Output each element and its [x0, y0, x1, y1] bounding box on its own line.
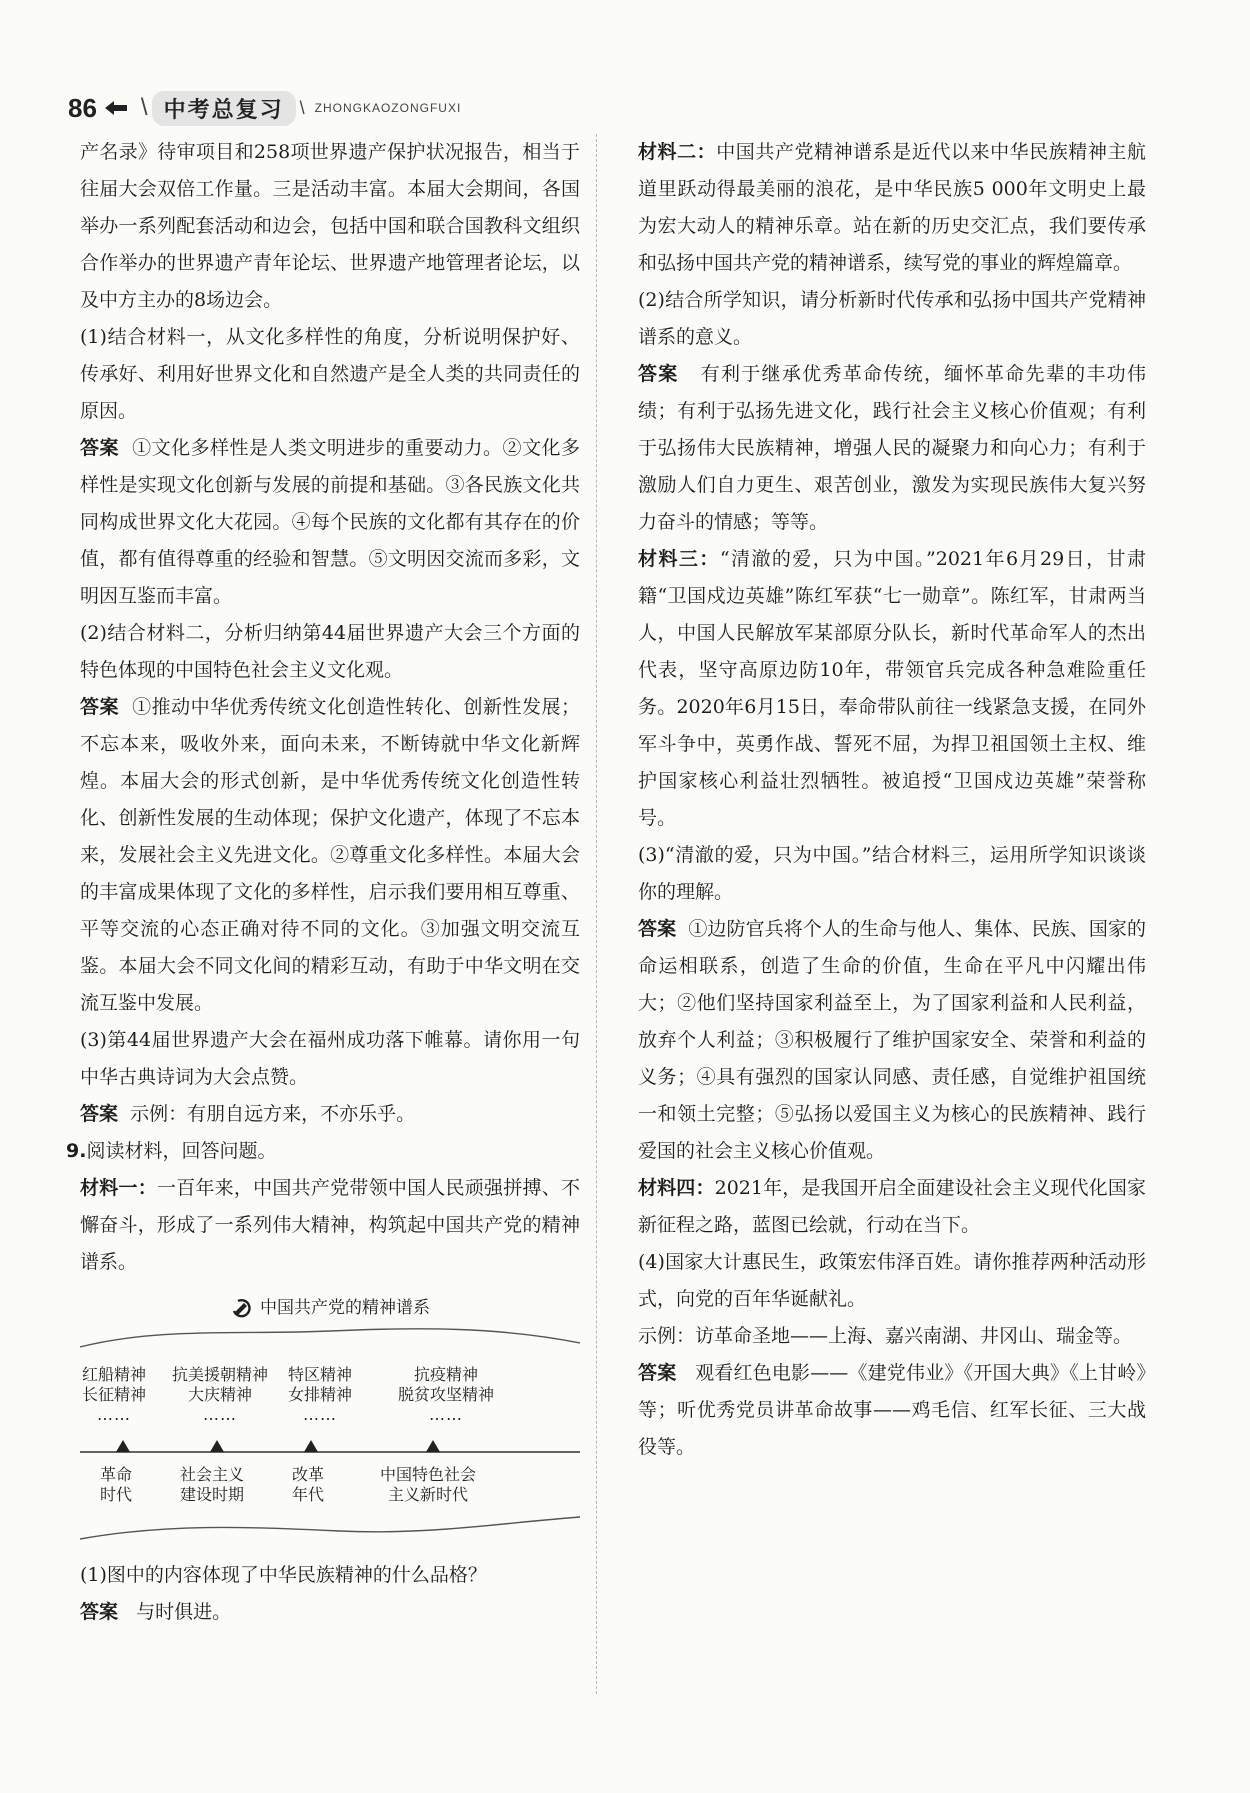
material-3-label: 材料三：: [638, 548, 720, 570]
answer-9-3: [638, 911, 1146, 1170]
material-2-label: 材料二：: [638, 141, 717, 163]
spirit-label: 红船精神: [82, 1365, 147, 1384]
answer-label: 答案: [638, 363, 679, 385]
spirit-label: 特区精神: [288, 1365, 353, 1384]
era-label-4: [380, 1465, 476, 1505]
answer-label: 答案: [80, 696, 119, 718]
era-label-2: [180, 1465, 244, 1505]
answer-9-1: [80, 1594, 580, 1631]
era-label: 中国特色社会: [380, 1465, 477, 1484]
spirit-label: 脱贫攻坚精神: [398, 1385, 495, 1404]
answer-3-text: 示例：有朋自远方来，不亦乐乎。: [130, 1103, 416, 1125]
spirit-label: 抗疫精神: [414, 1365, 479, 1384]
spirit-pedigree-diagram: [80, 1287, 580, 1557]
material-2-text: 中国共产党精神谱系是近代以来中华民族精神主航道里跃动得最美丽的浪花，是中华民族5 000年文明史上最为宏大动人的精神乐章。站在新的历史交汇点，我们要传承和弘扬中国共产党的精神谱系，续写党的事业的辉煌篇章。: [638, 141, 1146, 274]
answer-9-4-text: 观看红色电影——《建党伟业》《开国大典》《上甘岭》等；听优秀党员讲革命故事——鸡毛信、红军长征、三大战役等。: [638, 1362, 1146, 1458]
party-emblem-icon: [230, 1297, 252, 1319]
era-label: 建设时期: [180, 1485, 245, 1504]
material-4: [638, 1170, 1146, 1244]
answer-label: 答案: [80, 1601, 119, 1623]
diagram-title: [230, 1297, 430, 1319]
question-2: (2)结合材料二，分析归纳第44届世界遗产大会三个方面的特色体现的中国特色社会主义文化观。: [80, 622, 580, 681]
material-1: [80, 1170, 580, 1281]
intro-paragraph: 产名录》待审项目和258项世界遗产保护状况报告，相当于往届大会双倍工作量。三是活动丰富。本届大会期间，各国举办一系列配套活动和边会，包括中国和联合国教科文组织合作举办的世界遗产青年论坛、世界遗产地管理者论坛，以及中方主办的8场边会。: [80, 141, 580, 311]
section-badge: 中考总复习: [152, 91, 296, 126]
question-9-1: (1)图中的内容体现了中华民族精神的什么品格？: [80, 1564, 487, 1586]
question-9-2: (2)结合所学知识，请分析新时代传承和弘扬中国共产党精神谱系的意义。: [638, 289, 1146, 348]
era-label: 革命: [100, 1465, 133, 1484]
header-slash-icon: \: [140, 94, 148, 121]
question-1: (1)结合材料一，从文化多样性的角度，分析说明保护好、传承好、利用好世界文化和自然遗产是全人类的共同责任的原因。: [80, 326, 580, 422]
answer-3: [80, 1096, 580, 1133]
page-number: 86: [68, 92, 97, 123]
header-slash-icon: \: [299, 97, 305, 118]
question-9-3: (3)“清澈的爱，只为中国。”结合材料三，运用所学知识谈谈你的理解。: [638, 844, 1146, 903]
era-label: 社会主义: [180, 1465, 245, 1484]
material-1-label: 材料一：: [80, 1177, 157, 1199]
left-column: [66, 134, 580, 1631]
timeline-marker-icon: [304, 1440, 318, 1452]
spirit-label: 长征精神: [82, 1385, 147, 1404]
era-label: 时代: [100, 1485, 133, 1504]
era-label: 主义新时代: [388, 1485, 469, 1504]
timeline-marker-icon: [426, 1440, 440, 1452]
answer-label: 答案: [80, 437, 119, 459]
arrow-left-icon: [103, 99, 129, 117]
question-9-text: 阅读材料，回答问题。: [86, 1140, 277, 1162]
answer-9-2: [638, 356, 1146, 541]
section-pinyin: ZHONGKAOZONGFUXI: [314, 101, 462, 115]
spirit-ellipsis: ……: [203, 1405, 237, 1424]
material-2: [638, 134, 1146, 282]
answer-label: 答案: [638, 918, 677, 940]
era-label: 改革: [292, 1465, 325, 1484]
spirit-group-1: [82, 1365, 146, 1425]
spirit-label: 女排精神: [288, 1385, 353, 1404]
answer-9-1-text: 与时俱进。: [136, 1601, 232, 1623]
spirit-group-2: [172, 1365, 268, 1425]
answer-label: 答案: [638, 1362, 677, 1384]
timeline-marker-icon: [210, 1440, 224, 1452]
material-1-text: 一百年来，中国共产党带领中国人民顽强拼搏、不懈奋斗，形成了一系列伟大精神，构筑起中国共产党的精神谱系。: [80, 1177, 580, 1273]
question-3: (3)第44届世界遗产大会在福州成功落下帷幕。请你用一句中华古典诗词为大会点赞。: [80, 1029, 580, 1088]
material-3: [638, 541, 1146, 837]
spirit-ellipsis: ……: [97, 1405, 131, 1424]
era-label-3: [292, 1465, 324, 1505]
material-3-text: “清澈的爱，只为中国。”2021年6月29日，甘肃籍“卫国戍边英雄”陈红军获“七一勋章”。陈红军，甘肃两当人，中国人民解放军某部原分队长，新时代革命军人的杰出代表，坚守高原边防10年，带领官兵完成各种急难险重任务。2020年6月15日，奉命带队前往一线紧急支援，在同外军斗争中，英勇作战、誓死不屈，为捍卫祖国领土主权、维护国家核心利益壮烈牺牲。被追授“卫国戍边英雄”荣誉称号。: [638, 548, 1146, 829]
question-9-number: 9.: [66, 1140, 87, 1162]
page-header: [68, 88, 461, 128]
answer-1-text: ①文化多样性是人类文明进步的重要动力。②文化多样性是实现文化创新与发展的前提和基础。③各民族文化共同构成世界文化大花园。④每个民族的文化都有其存在的价值，都有值得尊重的经验和智慧。⑤文明因交流而多彩，文明因互鉴而丰富。: [80, 437, 580, 607]
right-column: [638, 134, 1146, 1466]
spirit-ellipsis: ……: [429, 1405, 463, 1424]
column-divider: [596, 134, 597, 1694]
spirit-ellipsis: ……: [303, 1405, 337, 1424]
answer-2-text: ①推动中华优秀传统文化创造性转化、创新性发展；不忘本来，吸收外来，面向未来，不断铸就中华文化新辉煌。本届大会的形式创新，是中华优秀传统文化创造性转化、创新性发展的生动体现；保护文化遗产，体现了不忘本来，发展社会主义先进文化。②尊重文化多样性。本届大会的丰富成果体现了文化的多样性，启示我们要用相互尊重、平等交流的心态正确对待不同的文化。③加强文明交流互鉴。本届大会不同文化间的精彩互动，有助于中华文明在交流互鉴中发展。: [80, 696, 580, 1014]
answer-label: 答案: [80, 1103, 119, 1125]
question-9: [66, 1133, 580, 1170]
spirit-label: 抗美援朝精神: [172, 1365, 269, 1384]
diagram-title-text: 中国共产党的精神谱系: [260, 1298, 430, 1317]
answer-9-3-text: ①边防官兵将个人的生命与他人、集体、民族、国家的命运相联系，创造了生命的价值，生命在平凡中闪耀出伟大；②他们坚持国家利益至上，为了国家利益和人民利益，放弃个人利益；③积极履行了维护国家安全、荣誉和利益的义务；④具有强烈的国家认同感、责任感，自觉维护祖国统一和领土完整；⑤弘扬以爱国主义为核心的民族精神、践行爱国的社会主义核心价值观。: [638, 918, 1146, 1162]
answer-9-2-text: 有利于继承优秀革命传统，缅怀革命先辈的丰功伟绩；有利于弘扬先进文化，践行社会主义核心价值观；有利于弘扬伟大民族精神，增强人民的凝聚力和向心力；有利于激励人们自力更生、艰苦创业，激发为实现民族伟大复兴努力奋斗的情感；等等。: [638, 363, 1146, 533]
spirit-group-3: [288, 1365, 352, 1425]
spirit-label: 大庆精神: [188, 1385, 253, 1404]
spirit-group-4: [398, 1365, 494, 1425]
material-4-text: 2021年，是我国开启全面建设社会主义现代化国家新征程之路，蓝图已绘就，行动在当下。: [638, 1177, 1146, 1236]
answer-2: [80, 689, 580, 1022]
example-text: 示例：访革命圣地——上海、嘉兴南湖、井冈山、瑞金等。: [638, 1325, 1133, 1347]
question-9-4: (4)国家大计惠民生，政策宏伟泽百姓。请你推荐两种活动形式，向党的百年华诞献礼。: [638, 1251, 1146, 1310]
era-label: 年代: [292, 1485, 325, 1504]
era-label-1: [100, 1465, 132, 1505]
answer-9-4: [638, 1355, 1146, 1466]
material-4-label: 材料四：: [638, 1177, 715, 1199]
answer-1: [80, 430, 580, 615]
timeline-marker-icon: [116, 1440, 130, 1452]
